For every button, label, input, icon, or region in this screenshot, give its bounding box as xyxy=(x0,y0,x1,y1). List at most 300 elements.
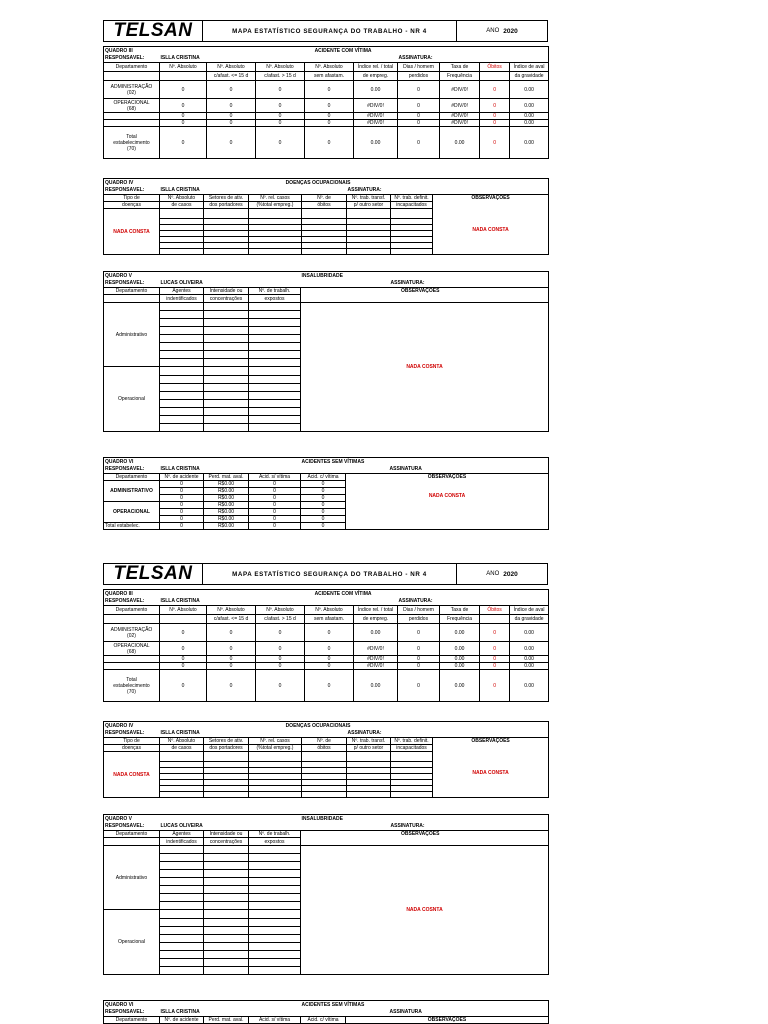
table-cell xyxy=(249,424,301,432)
table-cell: 0 xyxy=(305,656,354,663)
table-cell: #DIV/0! xyxy=(354,113,398,120)
table-cell xyxy=(204,367,249,376)
quadro-v-table xyxy=(103,271,549,432)
quadro-iv-section-2 xyxy=(103,721,548,798)
table-row xyxy=(104,838,549,846)
table-cell: Nº. rel. casos xyxy=(249,738,302,745)
table-cell: Tipo de xyxy=(104,738,160,745)
table-row xyxy=(104,598,549,606)
table-row xyxy=(104,663,549,670)
table-cell: Índice de aval xyxy=(510,63,549,72)
table-cell xyxy=(204,870,249,878)
table-cell xyxy=(204,351,249,359)
quadro-vi-section xyxy=(103,457,548,530)
table-cell: 0 xyxy=(160,523,204,530)
table-cell: QUADRO IV xyxy=(104,722,204,730)
table-cell: 0.00 xyxy=(440,656,480,663)
table-cell xyxy=(160,615,207,624)
nada-consta-label: NADA COSNTA xyxy=(301,303,549,432)
table-cell: Perd. mat. aval. xyxy=(204,1017,249,1024)
table-cell: 0 xyxy=(305,670,354,702)
table-cell: 0 xyxy=(398,663,440,670)
table-cell: 0 xyxy=(256,656,305,663)
quadro-v-table xyxy=(103,814,549,975)
table-cell: 0 xyxy=(301,488,346,495)
table-cell: 0 xyxy=(480,642,510,656)
total-row xyxy=(104,670,549,702)
table-cell xyxy=(160,959,204,967)
quadro-v-section xyxy=(103,271,548,432)
table-cell xyxy=(104,663,160,670)
table-cell xyxy=(204,935,249,943)
table-cell: dos portadores xyxy=(204,202,249,209)
table-cell: 0 xyxy=(305,99,354,113)
table-cell: Óbitos xyxy=(480,606,510,615)
text-label: OPERACIONAL xyxy=(113,99,150,106)
quadro-iii-section xyxy=(103,46,548,159)
table-cell xyxy=(160,376,204,384)
table-row xyxy=(104,81,549,99)
table-cell xyxy=(160,416,204,424)
table-cell xyxy=(204,902,249,910)
table-cell: Nº. de trabalh. xyxy=(249,831,301,838)
table-cell: 0 xyxy=(480,127,510,159)
table-cell xyxy=(160,886,204,894)
table-cell xyxy=(204,919,249,927)
table-cell: ASSINATURA: xyxy=(347,730,382,737)
table-cell xyxy=(160,249,204,255)
table-cell: expostos xyxy=(249,838,301,846)
table-cell xyxy=(204,272,301,280)
quadro-iv-section xyxy=(103,178,548,255)
table-cell: 0 xyxy=(160,481,204,488)
table-cell: de empreg. xyxy=(354,72,398,81)
table-cell: Frequência xyxy=(440,615,480,624)
table-cell: OBSERVAÇÕES xyxy=(301,288,549,295)
table-cell xyxy=(160,319,204,327)
table-cell: Acid. s/ vítima xyxy=(249,1017,301,1024)
table-cell xyxy=(204,792,249,798)
table-cell xyxy=(104,295,160,303)
nada-consta-label: NADA COSNTA xyxy=(301,846,549,975)
table-cell xyxy=(391,249,433,255)
table-cell xyxy=(104,99,160,113)
table-cell xyxy=(249,280,301,288)
table-cell xyxy=(302,792,347,798)
table-cell: 0 xyxy=(305,624,354,642)
table-cell xyxy=(204,311,249,319)
table-cell xyxy=(204,359,249,367)
document-title: MAPA ESTATÍSTICO SEGURANÇA DO TRABALHO - NR 4 xyxy=(203,564,457,584)
text-label: (02) xyxy=(127,632,136,639)
table-cell xyxy=(249,943,301,951)
text-label: ADMINISTRAÇÃO xyxy=(110,626,153,633)
table-cell xyxy=(249,823,301,831)
table-cell: sem afastam. xyxy=(305,72,354,81)
table-row xyxy=(104,831,549,838)
table-cell xyxy=(160,862,204,870)
table-cell: ASSINATURA: xyxy=(301,280,549,288)
table-cell: c/afast. <= 15 d xyxy=(207,72,256,81)
table-cell xyxy=(433,195,549,255)
table-cell: QUADRO IV xyxy=(104,179,204,187)
table-cell xyxy=(256,598,398,606)
table-cell: 0 xyxy=(398,642,440,656)
table-cell: #DIV/0! xyxy=(354,120,398,127)
table-cell: ADMINISTRATIVO xyxy=(104,481,160,502)
table-cell xyxy=(204,458,301,466)
quadro-iv-table xyxy=(103,721,549,798)
table-cell: da gravidade xyxy=(510,615,549,624)
table-cell: #DIV/0! xyxy=(354,99,398,113)
table-cell: ASSINATURA: xyxy=(398,598,433,605)
dept-operacional: Operacional xyxy=(104,367,160,432)
table-cell xyxy=(249,752,302,762)
table-cell: QUADRO V xyxy=(104,815,204,823)
text-label: (02) xyxy=(127,89,136,96)
table-cell: 0.00 xyxy=(440,127,480,159)
table-cell: concentrações xyxy=(204,838,249,846)
table-cell: 0.00 xyxy=(510,81,549,99)
table-row xyxy=(104,55,549,63)
table-cell: Departamento xyxy=(104,63,160,72)
table-cell: de casos xyxy=(160,202,204,209)
table-cell: Departamento xyxy=(104,831,160,838)
table-cell xyxy=(204,319,249,327)
table-cell: Nº. de acidente xyxy=(160,474,204,481)
page-1 xyxy=(103,20,548,42)
table-cell xyxy=(346,474,549,530)
table-cell xyxy=(204,862,249,870)
table-cell: Nº. Absoluto xyxy=(256,63,305,72)
table-cell xyxy=(160,327,204,335)
table-cell: ISLLA CRISTINA xyxy=(160,466,200,473)
table-cell xyxy=(204,392,249,400)
text-label: (70) xyxy=(127,145,136,152)
table-cell: RESPONSÁVEL: xyxy=(104,280,160,288)
table-cell xyxy=(160,424,204,432)
text-label: ANO xyxy=(486,28,500,34)
table-cell xyxy=(204,959,249,967)
table-cell: 0.00 xyxy=(510,624,549,642)
table-cell: ASSINATURA: xyxy=(398,55,433,62)
table-cell xyxy=(301,838,549,846)
table-cell xyxy=(433,187,549,195)
table-cell xyxy=(302,752,347,762)
table-cell: 0 xyxy=(160,120,207,127)
table-cell xyxy=(160,967,204,975)
table-cell xyxy=(160,792,204,798)
table-cell xyxy=(204,400,249,408)
table-cell: Departamento xyxy=(104,606,160,615)
table-cell: ACIDENTES SEM VÍTIMAS xyxy=(301,458,549,466)
table-cell xyxy=(204,249,249,255)
table-cell xyxy=(160,878,204,886)
table-cell xyxy=(204,878,249,886)
table-cell: 0.00 xyxy=(510,120,549,127)
table-cell: 0.00 xyxy=(510,127,549,159)
table-cell xyxy=(160,943,204,951)
table-cell xyxy=(433,730,549,738)
table-cell xyxy=(249,910,301,919)
table-cell: ASSINATURA: xyxy=(347,187,382,194)
table-cell: p/ outro setor xyxy=(347,202,391,209)
table-cell: #DIV/0! xyxy=(440,120,480,127)
table-cell: 0 xyxy=(207,127,256,159)
table-cell xyxy=(160,902,204,910)
table-cell xyxy=(160,392,204,400)
table-row xyxy=(104,1017,549,1024)
table-cell: LUCAS OLIVEIRA xyxy=(160,280,203,287)
table-cell xyxy=(249,894,301,902)
quadro-vi-section-2 xyxy=(103,1000,548,1024)
table-cell xyxy=(480,47,549,55)
table-cell: 0 xyxy=(398,120,440,127)
table-cell xyxy=(301,272,549,280)
table-cell xyxy=(480,55,549,63)
table-cell: Nº. de acidente xyxy=(160,1017,204,1024)
table-cell xyxy=(433,738,549,798)
table-cell: ASSINATURA: xyxy=(301,823,549,831)
table-cell: Nº. Absoluto xyxy=(256,606,305,615)
table-cell xyxy=(433,722,549,730)
table-cell xyxy=(249,408,301,416)
table-cell xyxy=(480,598,549,606)
text-label: ANO xyxy=(486,571,500,577)
table-cell xyxy=(249,927,301,935)
table-cell: Nº. Absoluto xyxy=(207,606,256,615)
table-cell xyxy=(249,400,301,408)
table-row xyxy=(104,47,549,55)
table-cell xyxy=(249,376,301,384)
table-cell: RESPONSÁVEL: xyxy=(104,466,160,474)
table-cell: 0 xyxy=(207,663,256,670)
table-cell: ASSINATURA xyxy=(346,1009,549,1017)
table-cell: 0 xyxy=(249,488,301,495)
table-cell: Departamento xyxy=(104,288,160,295)
table-cell xyxy=(204,335,249,343)
table-cell: 0.00 xyxy=(510,113,549,120)
table-cell: 0 xyxy=(249,523,301,530)
table-cell: 0 xyxy=(160,502,204,509)
table-cell: RESPONSÁVEL: xyxy=(104,55,160,63)
table-cell: 0 xyxy=(160,670,207,702)
table-cell xyxy=(104,838,160,846)
table-cell xyxy=(249,416,301,424)
table-cell xyxy=(249,854,301,862)
table-cell: Nº. Absoluto xyxy=(160,63,207,72)
table-cell xyxy=(249,886,301,894)
table-cell: Índice de aval xyxy=(510,606,549,615)
text-label: TELSAN xyxy=(113,20,193,41)
table-cell: #DIV/0! xyxy=(440,99,480,113)
table-row xyxy=(104,722,549,730)
table-cell xyxy=(249,392,301,400)
dept-administrativo: Administrativo xyxy=(104,846,160,910)
table-cell xyxy=(249,862,301,870)
table-cell: DOENÇAS OCUPACIONAIS xyxy=(204,179,433,187)
table-cell xyxy=(104,656,160,663)
table-cell: 0 xyxy=(398,113,440,120)
table-cell: R$0.00 xyxy=(204,509,249,516)
table-row xyxy=(104,474,549,481)
table-row xyxy=(104,187,549,195)
table-cell: óbitos xyxy=(302,202,347,209)
table-row xyxy=(104,846,549,854)
table-cell xyxy=(204,894,249,902)
table-cell: 0 xyxy=(301,509,346,516)
table-cell xyxy=(160,343,204,351)
table-cell xyxy=(256,55,398,63)
table-cell: 0 xyxy=(256,663,305,670)
table-cell: 0 xyxy=(256,120,305,127)
table-cell: Total estabelec. xyxy=(104,523,160,530)
table-cell: Nº. trab. definit. xyxy=(391,195,433,202)
table-cell: 0 xyxy=(160,81,207,99)
table-cell: LUCAS OLIVEIRA xyxy=(160,823,203,830)
table-cell: 0 xyxy=(398,670,440,702)
table-cell xyxy=(249,327,301,335)
table-cell: ISLLA CRISTINA xyxy=(160,55,200,62)
table-cell: 0 xyxy=(398,656,440,663)
table-cell: ACIDENTE COM VÍTIMA xyxy=(207,590,480,598)
table-row xyxy=(104,280,549,288)
table-cell xyxy=(104,120,160,127)
text-label: estabelecimento xyxy=(113,682,150,689)
table-cell: 0.00 xyxy=(510,663,549,670)
table-cell xyxy=(160,408,204,416)
table-cell xyxy=(204,408,249,416)
table-cell xyxy=(204,951,249,959)
table-cell: R$0.00 xyxy=(204,488,249,495)
table-row xyxy=(104,179,549,187)
table-cell: 0.00 xyxy=(440,663,480,670)
table-cell xyxy=(249,319,301,327)
table-row xyxy=(104,72,549,81)
table-cell xyxy=(160,311,204,319)
table-cell: 0 xyxy=(207,81,256,99)
table-cell: 0 xyxy=(480,624,510,642)
table-cell: 0 xyxy=(480,670,510,702)
table-cell: 0 xyxy=(160,495,204,502)
nada-consta-label: NADA CONSTA xyxy=(472,227,509,233)
table-cell xyxy=(204,967,249,975)
table-cell: perdidos xyxy=(398,615,440,624)
table-cell: de casos xyxy=(160,745,204,752)
table-cell: 0 xyxy=(207,120,256,127)
table-row xyxy=(104,272,549,280)
table-cell xyxy=(347,249,391,255)
table-cell: Nº. trab. transf. xyxy=(347,195,391,202)
table-cell: 0 xyxy=(305,113,354,120)
table-cell xyxy=(249,792,302,798)
table-cell: RESPONSÁVEL: xyxy=(104,1009,160,1017)
table-cell: 0 xyxy=(398,127,440,159)
quadro-v-section-2 xyxy=(103,814,548,975)
table-cell: QUADRO VI xyxy=(104,1001,204,1009)
table-cell: (%total empreg.) xyxy=(249,202,302,209)
text-label: (70) xyxy=(127,688,136,695)
table-cell xyxy=(160,910,204,919)
table-cell: ASSINATURA xyxy=(346,466,549,474)
table-row xyxy=(104,303,549,311)
table-row xyxy=(104,1001,549,1009)
table-cell xyxy=(249,351,301,359)
table-cell xyxy=(249,1009,346,1017)
table-cell: OBSERVAÇÕES xyxy=(346,1017,549,1024)
table-cell xyxy=(480,72,510,81)
table-cell: indentificados xyxy=(160,295,204,303)
table-cell: R$0.00 xyxy=(204,502,249,509)
table-row xyxy=(104,656,549,663)
dept-operacional: Operacional xyxy=(104,910,160,975)
table-cell: incapacitados xyxy=(391,202,433,209)
table-cell xyxy=(204,343,249,351)
table-cell: Nº. Absoluto xyxy=(305,606,354,615)
year-box: ANO 2020 xyxy=(486,570,518,578)
table-cell: 0 xyxy=(160,516,204,523)
table-cell xyxy=(249,870,301,878)
table-cell: R$0.00 xyxy=(204,495,249,502)
table-cell: Setores de ativ. xyxy=(204,738,249,745)
table-cell xyxy=(301,295,549,303)
table-cell: 0 xyxy=(480,656,510,663)
table-cell: Intensidade ou xyxy=(204,288,249,295)
table-cell xyxy=(347,209,391,219)
table-cell: Índice rel. / total xyxy=(354,63,398,72)
table-cell: Nº. de xyxy=(302,195,347,202)
table-cell xyxy=(249,466,346,474)
table-cell xyxy=(249,959,301,967)
nada-consta-label: NADA CONSTA xyxy=(104,209,160,255)
table-cell xyxy=(160,351,204,359)
table-cell: ISLLA CRISTINA xyxy=(160,730,200,737)
table-cell: c/afast. > 15 d xyxy=(256,615,305,624)
table-cell: R$0.00 xyxy=(204,523,249,530)
table-cell xyxy=(249,209,302,219)
table-cell xyxy=(104,113,160,120)
table-cell: sem afastam. xyxy=(305,615,354,624)
table-cell xyxy=(204,303,249,311)
table-row xyxy=(104,615,549,624)
table-cell: óbitos xyxy=(302,745,347,752)
table-cell xyxy=(249,303,301,311)
table-row xyxy=(104,730,549,738)
table-cell xyxy=(249,935,301,943)
table-cell xyxy=(347,752,391,762)
table-cell: 0.00 xyxy=(354,670,398,702)
table-cell xyxy=(249,730,347,738)
quadro-iii-table xyxy=(103,589,549,702)
table-cell: Nº. rel. casos xyxy=(249,195,302,202)
table-cell: expostos xyxy=(249,295,301,303)
table-cell: 0 xyxy=(305,120,354,127)
page-2 xyxy=(103,563,548,585)
table-cell: Nº. trab. definit. xyxy=(391,738,433,745)
table-cell: ISLLA CRISTINA xyxy=(160,1009,200,1016)
table-cell: Setores de ativ. xyxy=(204,195,249,202)
table-row xyxy=(104,295,549,303)
table-cell: Nº. Absoluto xyxy=(160,606,207,615)
document-header xyxy=(103,20,548,42)
table-cell: 0 xyxy=(207,642,256,656)
table-cell: 0 xyxy=(256,670,305,702)
table-cell xyxy=(204,209,249,219)
table-cell: 0 xyxy=(398,624,440,642)
quadro-iii-table xyxy=(103,46,549,159)
table-cell xyxy=(204,424,249,432)
table-cell: Departamento xyxy=(104,1017,160,1024)
